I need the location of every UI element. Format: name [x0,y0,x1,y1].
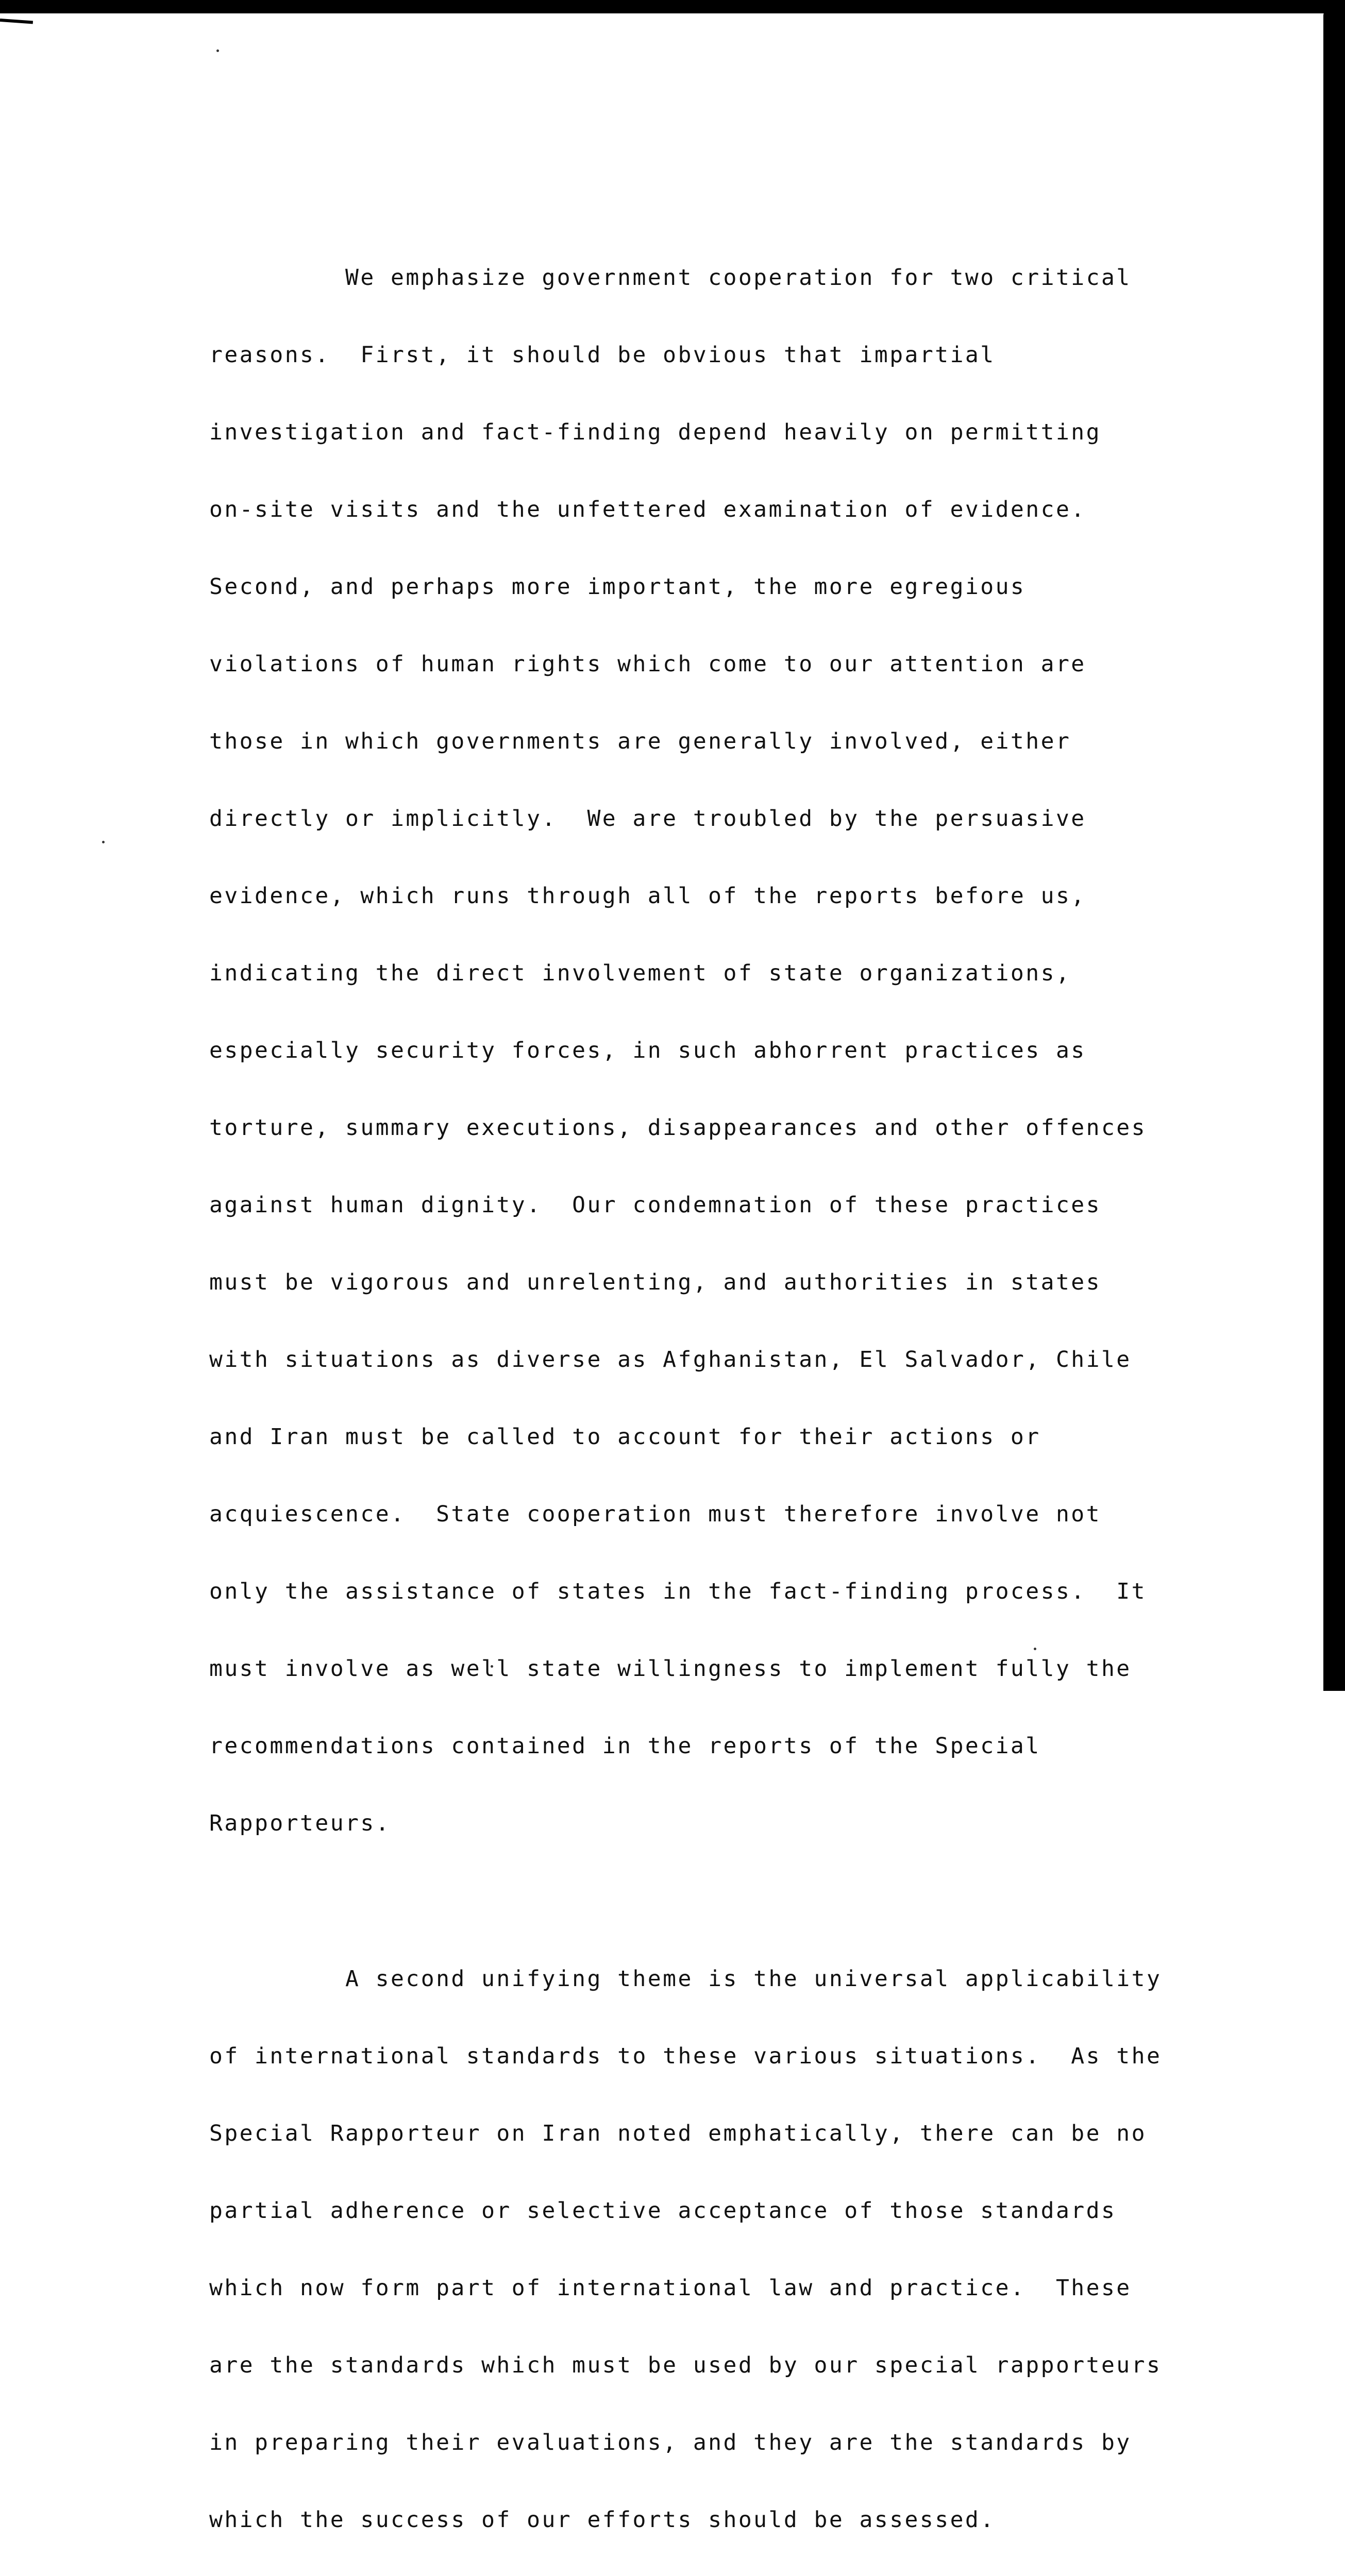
text-line: investigation and fact-finding depend heavily on permitting [209,419,1101,445]
text-line: violations of human rights which come to our attention are [209,651,1086,677]
text-line: on-site visits and the unfettered examination of evidence. [209,497,1086,522]
text-line: Special Rapporteur on Iran noted emphatically, there can be no [209,2121,1147,2146]
scan-speck [102,841,105,843]
text-line: recommendations contained in the reports of the Special [209,1733,1041,1759]
paragraph-1 [209,213,1219,1888]
text-line: especially security forces, in such abhorrent practices as [209,1038,1086,1063]
text-line: evidence, which runs through all of the reports before us, [209,883,1086,909]
text-line: A second unifying theme is the universal applicability [209,1966,1162,1992]
document-body [209,213,1219,2576]
scan-top-border [0,0,1345,13]
text-line: partial adherence or selective acceptance of those standards [209,2198,1117,2224]
text-line: and Iran must be called to account for their actions or [209,1424,1041,1450]
text-line: indicating the direct involvement of state organizations, [209,960,1071,986]
text-line: Second, and perhaps more important, the more egregious [209,574,1026,600]
text-line: We emphasize government cooperation for two critical [209,265,1132,291]
text-line: which now form part of international law and practice. These [209,2275,1132,2301]
paragraph-2 [209,1914,1219,2576]
text-line: those in which governments are generally involved, either [209,728,1071,754]
text-line: are the standards which must be used by our special rapporteurs [209,2352,1162,2378]
text-line: Rapporteurs. [209,1810,391,1836]
scan-speck [216,49,219,52]
text-line: directly or implicitly. We are troubled by the persuasive [209,806,1086,832]
text-line: acquiescence. State cooperation must therefore involve not [209,1501,1101,1527]
text-line: must involve as well state willingness to implement fully the [209,1656,1132,1682]
text-line: reasons. First, it should be obvious that impartial [209,342,996,368]
text-line: in preparing their evaluations, and they are the standards by [209,2430,1132,2455]
text-line: with situations as diverse as Afghanistan, El Salvador, Chile [209,1347,1132,1372]
text-line: torture, summary executions, disappearances and other offences [209,1115,1147,1141]
text-line: which the success of our efforts should be assessed. [209,2507,996,2533]
text-line: must be vigorous and unrelenting, and authorities in states [209,1269,1101,1295]
scan-right-border [1327,0,1345,1691]
scan-corner-mark [0,19,33,24]
text-line: of international standards to these various situations. As the [209,2043,1162,2069]
text-line: only the assistance of states in the fact-finding process. It [209,1579,1147,1604]
text-line: against human dignity. Our condemnation of these practices [209,1192,1101,1218]
